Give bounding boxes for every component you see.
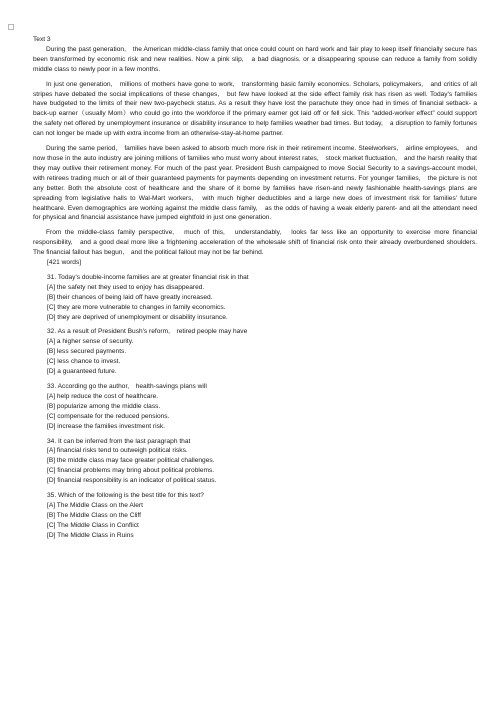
question-stem: 31. Today's double-income families are at greater financial risk in that <box>47 273 249 281</box>
question-33 <box>47 382 477 432</box>
option-c: [C] compensate for the reduced pensions. <box>47 412 170 420</box>
option-b: [B] the middle class may face greater political challenges. <box>47 457 215 465</box>
question-34 <box>47 437 477 487</box>
section-heading: Text 3 <box>33 36 51 43</box>
option-a: [A] help reduce the cost of healthcare. <box>47 392 159 400</box>
option-d: [D] a guaranteed future. <box>47 368 117 376</box>
option-d: [D] The Middle Class in Ruins <box>47 531 134 539</box>
option-b: [B] their chances of being laid off have greatly increased. <box>47 293 213 301</box>
paragraph-2: In just one generation, millions of mothers have gone to work, transforming basic family economics. Scholars, policymakers, and critics of all stripes have debated the social implications of these changes, but few have looked at the side effect family risk has risen as well. Today's families have budgeted to the limits of their new two-paycheck status. As a result they have lost the parachute they once had in times of financial setback- a back-up earner（usually Mom）who could go into the workforce if the primary earner got laid off or fell sick. This “added-worker effect” could support the safety net offered by unemployment insurance or disability insurance to help families weather bad times. But today, a disruption to family fortunes can not longer be made up with extra income from an otherwise-stay-at-home partner. <box>33 80 477 138</box>
document-body <box>33 35 484 541</box>
option-b: [B] The Middle Class on the Cliff <box>47 511 141 519</box>
question-32 <box>47 327 477 377</box>
option-a: [A] the safety net they used to enjoy has disappeared. <box>47 283 205 291</box>
page-corner-mark <box>8 24 14 30</box>
word-count: [421 words] <box>47 259 82 267</box>
option-c: [C] The Middle Class in Conflict <box>47 521 139 529</box>
option-c: [C] they are more vulnerable to changes in family economics. <box>47 303 226 311</box>
option-a: [A] a higher sense of security. <box>47 338 134 346</box>
question-31 <box>47 273 477 323</box>
question-stem: 34. It can be inferred from the last paragraph that <box>47 437 191 445</box>
question-stem: 35. Which of the following is the best title for this text? <box>47 492 204 500</box>
paragraph-3: During the same period, families have been asked to absorb much more risk in their retirement income. Steelworkers, airline employees, and now those in the auto industry are joining millions of families who must worry about interest rates, stock market fluctuation, and the harsh reality that they may outlive their retirement money. For much of the past year. President Bush campaigned to move Social Security to a savings-account model, with retirees trading much or all of their guaranteed payments for payments depending on investment returns. For younger families, the picture is not any better. Both the absolute cost of healthcare and the share of it borne by families have risen-and newly fashionable health-savings plans are spreading from legislative halls to Wal-Mart workers, with much higher deductibles and a large new does of investment risk for families' future healthcare. Even demographics are working against the middle class family, as the odds of having a weak elderly parent- and all the attendant need for physical and financial assistance have jumped eightfold in just one generation. <box>33 145 484 222</box>
option-b: [B] less secured payments. <box>47 348 127 356</box>
option-a: [A] The Middle Class on the Alert <box>47 501 143 509</box>
option-d: [D] financial responsibility is an indicator of political status. <box>47 477 217 485</box>
option-d: [D] increase the families investment risk. <box>47 422 165 430</box>
question-stem: 32. As a result of President Bush's reform, retired people may have <box>47 328 248 336</box>
option-c: [C] financial problems may bring about political problems. <box>47 467 215 475</box>
option-c: [C] less chance to invest. <box>47 358 121 366</box>
option-a: [A] financial risks tend to outweigh political risks. <box>47 447 188 455</box>
paragraph-1: During the past generation, the American middle-class family that once could count on hard work and fair play to keep itself financially secure has been transformed by economic risk and new realities. Now a pink slip, a bad diagnosis. or a disappearing spouse can reduce a family from solidly middle class to newly poor in a few months. <box>33 45 477 73</box>
option-b: [B] popularize among the middle class. <box>47 402 161 410</box>
question-stem: 33. According go the author, health-savings plans will <box>47 383 207 390</box>
paragraph-4: From the middle-class family perspective, much of this, understandably, looks far less like an opportunity to exercise more financial responsibility, and a good deal more like a frightening acceleration of the wholesale shift of financial risk onto their already overburdened shoulders. The financial fallout has begun, and the political fallout may not be far behind. <box>33 229 477 257</box>
option-d: [D] they are deprived of unemployment or disability insurance. <box>47 313 228 321</box>
question-35 <box>47 491 477 541</box>
